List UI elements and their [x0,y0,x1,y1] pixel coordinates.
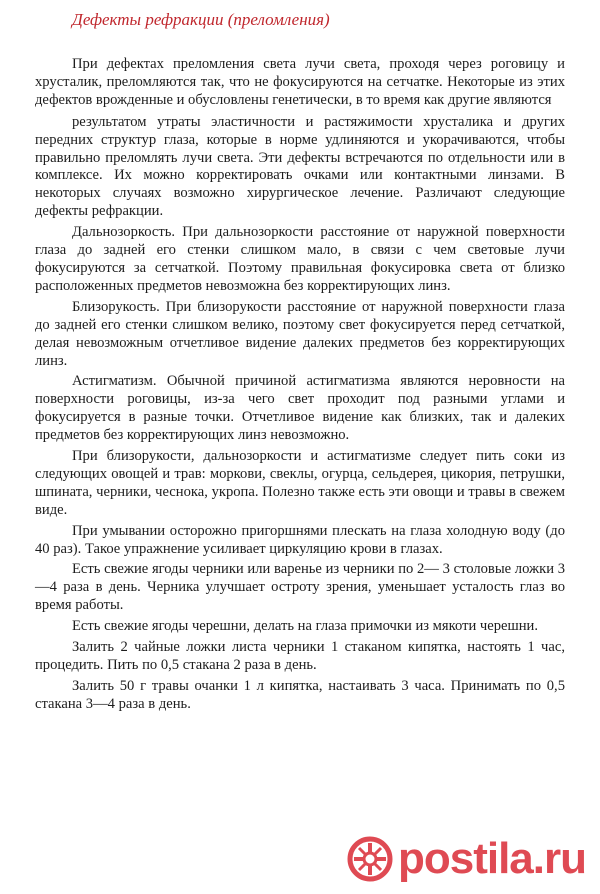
paragraph-hyperopia: Дальнозоркость. При дальнозоркости расстояние от наружной поверхности глаза до задней его стенки слишком мало, в связи с чем световые лучи фокусируются за сетчаткой. Поэтому правильная фокусировка света от близко расположенных предметов невозможна без корректирующих линз. [35,224,565,294]
postila-watermark [346,834,586,884]
paragraph-myopia: Близорукость. При близорукости расстояние от наружной поверхности глаза до задней его стенки слишком велико, поэтому свет фокусируется перед сетчаткой, делая невозможным отчетливое видение далеких предметов без корректирующих линз. [35,298,565,369]
paragraph-cherry: Есть свежие ягоды черешни, делать на глаза примочки из мякоти черешни. [72,618,539,635]
paragraph-washing: При умывании осторожно пригоршнями плескать на глаза холодную воду (до 40 раз). Такое упражнение усиливает циркуляцию крови в глазах. [35,522,565,557]
paragraph-intro-continued: результатом утраты эластичности и растяжимости хрусталика и других передних структур глаза, которые в норме удлиняются и укорачиваются, чтобы правильно преломлять лучи света. Эти дефекты встречаются по отдельности или в комплексе. Их можно корректировать очками или контактными линзами. В некоторых случаях возможно хирургическое лечение. Различают следующие дефекты рефракции. [35,113,565,220]
paragraph-intro: При дефектах преломления света лучи света, проходя через роговицу и хрусталик, преломляются так, что не фокусируются на сетчатке. Некоторые из этих дефектов врожденные и обусловлены генетически, в то время как другие являются [35,56,565,108]
postila-logo-icon [346,835,394,883]
paragraph-eyebright-infusion: Залить 50 г травы очанки 1 л кипятка, настаивать 3 часа. Принимать по 0,5 стакана 3—4 раза в день. [35,677,565,712]
paragraph-astigmatism: Астигматизм. Обычной причиной астигматизма являются неровности на поверхности роговицы, из-за чего свет проходит под разными углами и фокусируется в разные точки. Отчетливое видение как близких, так и далеких предметов без корректирующих линз невозможно. [35,373,565,444]
section-heading: Дефекты рефракции (преломления) [72,10,330,29]
paragraph-juices: При близорукости, дальнозоркости и астигматизме следует пить соки из следующих овощей и трав: моркови, свеклы, огурца, сельдерея, цикория, петрушки, шпината, черники, чеснока, укропа. Полезно также есть эти овощи и травы в свежем виде. [35,448,565,518]
paragraph-blueberry: Есть свежие ягоды черники или варенье из черники по 2— 3 столовые ложки 3—4 раза в день. Черника улучшает остроту зрения, уменьшает усталость глаз во время работы. [35,561,565,614]
article-body [35,56,565,717]
watermark-text: postila.ru [397,834,586,883]
paragraph-blueberry-infusion: Залить 2 чайные ложки листа черники 1 стаканом кипятка, настоять 1 час, процедить. Пить по 0,5 стакана 2 раза в день. [35,639,565,673]
